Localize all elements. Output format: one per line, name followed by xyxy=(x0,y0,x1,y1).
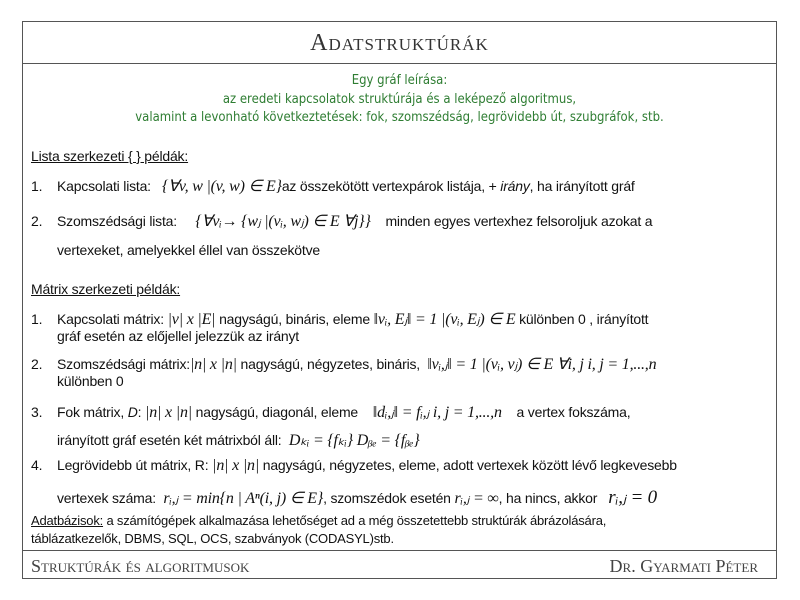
item-label: Legrövidebb út mátrix, R: xyxy=(57,457,209,473)
item-number: 2. xyxy=(31,356,43,372)
item-text: nagyságú, bináris, eleme xyxy=(219,311,370,327)
formula: ‖vᵢ,ⱼ‖ = 1 |(vᵢ, vⱼ) ∈ E ∀i, j i, j = 1,...,n xyxy=(427,356,657,373)
item-number: 1. xyxy=(31,311,43,327)
matrix-item-3 xyxy=(31,402,630,422)
intro-line: az eredeti kapcsolatok struktúrája és a leképező algoritmus, xyxy=(222,92,577,107)
item-continuation xyxy=(57,430,420,450)
item-number: 2. xyxy=(31,213,43,229)
matrix-heading: Mátrix szerkezeti példák: xyxy=(31,281,181,297)
item-label-italic: D xyxy=(127,404,138,420)
databases-line xyxy=(31,513,606,528)
footer-author: Dr. Gyarmati Péter xyxy=(609,556,758,576)
item-italic: irány xyxy=(500,178,530,194)
item-text: az összekötött vertexpárok listája, + xyxy=(281,178,501,194)
item-continuation xyxy=(57,486,657,509)
formula: rᵢ,ⱼ = min{n | Aⁿ(i, j) ∈ E} xyxy=(163,490,324,507)
footer-course: Struktúrák és algoritmusok xyxy=(31,556,250,576)
item-label: Szomszédsági mátrix: xyxy=(57,356,190,372)
item-text: vertexek száma: xyxy=(57,490,156,506)
formula: |n| x |n| xyxy=(189,356,237,373)
formula: |n| x |n| xyxy=(212,457,260,474)
item-continuation: különben 0 xyxy=(57,373,124,389)
item-text: különben 0 , irányított xyxy=(519,311,649,327)
footer-divider xyxy=(22,550,777,551)
item-label: Kapcsolati mátrix: xyxy=(57,311,164,327)
item-text: nagyságú, diagonál, eleme xyxy=(195,404,359,420)
matrix-item-4 xyxy=(31,457,677,475)
matrix-item-1 xyxy=(31,309,648,329)
formula: rᵢ,ⱼ = ∞ xyxy=(454,490,499,507)
databases-label: Adatbázisok: xyxy=(31,513,104,528)
item-number: 3. xyxy=(31,404,43,420)
formula: {∀v, w |(v, w) ∈ E} xyxy=(161,178,282,195)
item-text: , ha nincs, akkor xyxy=(498,490,598,506)
title-divider xyxy=(22,63,777,64)
list-item-2 xyxy=(31,211,652,231)
item-label: Kapcsolati lista: xyxy=(57,178,151,194)
item-text: nagyságú, négyzetes, bináris, xyxy=(240,356,420,372)
databases-text: a számítógépek alkalmazása lehetőséget ad a még összetettebb struktúrák ábrázolására, xyxy=(103,513,607,528)
item-label: Szomszédsági lista: xyxy=(57,213,177,229)
item-text: a vertex fokszáma, xyxy=(516,404,631,420)
formula: Dₖᵢ = {fₖᵢ} Dᵦₑ = {fᵦₑ} xyxy=(288,432,420,449)
formula: |v| x |E| xyxy=(167,311,216,328)
item-text: irányított gráf esetén két mátrixból áll: xyxy=(57,432,282,448)
item-continuation: vertexeket, amelyekkel éllel van összekötve xyxy=(57,242,320,258)
intro-line: valamint a levonható következtetések: fok, szomszédság, legrövidebb út, szubgráfok, stb. xyxy=(135,110,664,125)
databases-line-2: táblázatkezelők, DBMS, SQL, OCS, szabványok (CODASYL)stb. xyxy=(31,531,394,546)
intro-line: Egy gráf leírása: xyxy=(351,73,448,88)
formula: |n| x |n| xyxy=(145,404,192,421)
slide-title: Adatstruktúrák xyxy=(310,30,489,56)
matrix-item-2 xyxy=(31,354,656,374)
item-text: , szomszédok esetén xyxy=(323,490,451,506)
item-number: 1. xyxy=(31,178,43,194)
item-continuation: gráf esetén az előjellel jelezzük az irányt xyxy=(57,328,299,344)
item-text: minden egyes vertexhez felsoroljuk azokat a xyxy=(385,213,653,229)
item-number: 4. xyxy=(31,457,43,473)
formula: ‖dᵢ,ⱼ‖ = fᵢ,ⱼ i, j = 1,...,n xyxy=(372,404,502,421)
list-item-1 xyxy=(31,176,635,196)
formula: rᵢ,ⱼ = 0 xyxy=(608,487,657,508)
item-text: nagyságú, négyzetes, eleme, adott vertexek között lévő legkevesebb xyxy=(262,457,677,473)
item-label: Fok mátrix, xyxy=(57,404,128,420)
formula: {∀vᵢ→ {wⱼ |(vᵢ, wⱼ) ∈ E ∀j}} xyxy=(195,213,371,230)
formula: ‖vᵢ, Eⱼ‖ = 1 |(vᵢ, Eⱼ) ∈ E xyxy=(373,311,516,328)
item-text: , ha irányított gráf xyxy=(529,178,635,194)
item-label: : xyxy=(137,404,142,420)
list-heading: Lista szerkezeti { } példák: xyxy=(31,148,189,164)
